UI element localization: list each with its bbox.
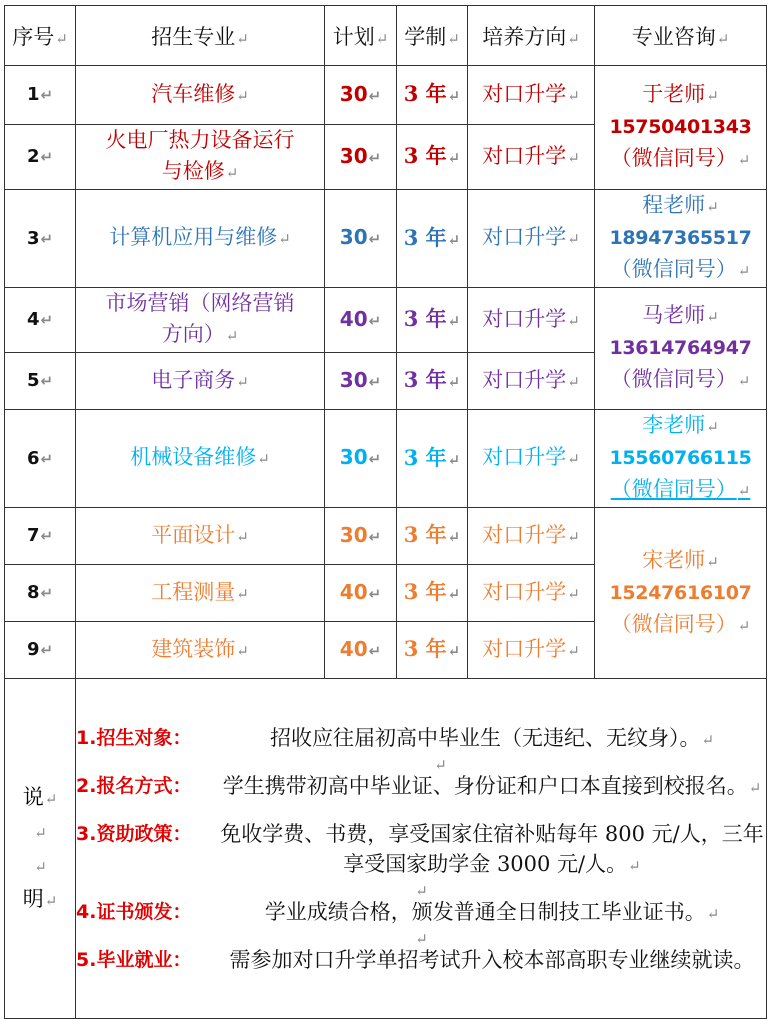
notes-label: 说↵ ↵ ↵ 明↵ [5,679,76,1019]
training-direction: 对口升学↵ [468,508,595,565]
contact-phone: 13614764947 [609,337,752,359]
row-number: 6↵ [5,410,76,508]
study-years: 3 年↵ [397,410,468,508]
training-direction: 对口升学↵ [468,410,595,508]
training-direction: 对口升学↵ [468,565,595,622]
plan-count: 30↵ [325,66,397,125]
major-name: 平面设计↵ [76,508,325,565]
table-row [5,508,767,565]
major-name: 建筑装饰↵ [76,622,325,679]
table-row [5,410,767,508]
training-direction: 对口升学↵ [468,125,595,190]
major-name: 汽车维修↵ [76,66,325,125]
row-number: 9↵ [5,622,76,679]
contact-name: 于老师↵ [642,82,719,106]
contact-name: 李老师↵ [642,413,719,437]
plan-count: 40↵ [325,565,397,622]
row-number: 4↵ [5,288,76,353]
major-name: 工程测量↵ [76,565,325,622]
contact-cell [595,66,767,190]
contact-phone: 18947365517 [609,227,752,249]
study-years: 3 年↵ [397,353,468,410]
note-item: 5.毕业就业： 需参加对口升学单招考试升入校本部高职专业继续就读。 [76,947,755,972]
row-number: 1↵ [5,66,76,125]
contact-wechat: （微信同号）↵ [610,611,751,636]
contact-wechat: （微信同号）↵ [610,257,751,281]
study-years: 3 年↵ [397,66,468,125]
plan-count: 40↵ [325,622,397,679]
header-cell: 学制↵ [397,6,468,66]
header-cell: 序号↵ [5,6,76,66]
training-direction: 对口升学↵ [468,353,595,410]
contact-wechat[interactable]: （微信同号）↵ [610,477,751,501]
study-years: 3 年↵ [397,125,468,190]
row-number: 2↵ [5,125,76,190]
study-years: 3 年↵ [397,622,468,679]
plan-count: 40↵ [325,288,397,353]
contact-name: 程老师↵ [642,193,719,217]
major-name: 机械设备维修↵ [76,410,325,508]
note-item: 2.报名方式： 学生携带初高中毕业证、身份证和户口本直接到校报名。↵ [76,773,762,798]
plan-count: 30↵ [325,190,397,288]
contact-cell [595,410,767,508]
contact-name: 马老师↵ [642,303,719,327]
study-years: 3 年↵ [397,190,468,288]
major-name: 火电厂热力设备运行 与检修↵ [76,125,325,190]
row-number: 3↵ [5,190,76,288]
study-years: 3 年↵ [397,288,468,353]
contact-wechat: （微信同号）↵ [610,367,751,391]
note-item: 3.资助政策： 免收学费、书费，享受国家住宿补贴每年 800 元/人，三年享受国家助学金 3000 元/人。↵ [76,821,764,876]
contact-wechat: （微信同号）↵ [610,146,751,170]
plan-count: 30↵ [325,125,397,190]
notes-row [5,679,767,1019]
plan-count: 30↵ [325,508,397,565]
table-row [5,288,767,353]
table-row [5,66,767,125]
major-name: 市场营销（网络营销 方向）↵ [76,288,325,353]
contact-cell [595,190,767,288]
row-number: 5↵ [5,353,76,410]
note-item: 1.招生对象： 招收应往届初高中毕业生（无违纪、无纹身）。↵ [76,725,715,750]
contact-phone: 15247616107 [609,581,752,604]
major-name: 电子商务↵ [76,353,325,410]
contact-phone: 15560766115 [609,447,752,469]
note-item: 4.证书颁发： 学业成绩合格，颁发普通全日制技工毕业证书。↵ [76,899,720,924]
training-direction: 对口升学↵ [468,190,595,288]
training-direction: 对口升学↵ [468,288,595,353]
plan-count: 30↵ [325,410,397,508]
header-cell: 专业咨询↵ [595,6,767,66]
contact-phone: 15750401343 [609,116,752,138]
header-cell: 招生专业↵ [76,6,325,66]
contact-cell [595,508,767,679]
row-number: 8↵ [5,565,76,622]
study-years: 3 年↵ [397,565,468,622]
study-years: 3 年↵ [397,508,468,565]
training-direction: 对口升学↵ [468,66,595,125]
major-name: 计算机应用与维修↵ [76,190,325,288]
training-direction: 对口升学↵ [468,622,595,679]
contact-cell [595,288,767,410]
contact-name: 宋老师↵ [642,547,719,572]
header-cell: 培养方向↵ [468,6,595,66]
enrollment-table [4,5,767,1019]
row-number: 7↵ [5,508,76,565]
notes-content: 1.招生对象： 招收应往届初高中毕业生（无违纪、无纹身）。↵ ↵ 2.报名方式： 学生携带初高中毕业证、身份证和户口本直接到校报名。↵ 3.资助政策： 免收学费、书费，享受国家住宿补贴每年 800 元/人，三年享受国家助学金 3000 元/人。↵ ↵ 4.证书颁发： 学业成绩合格，颁发普通全日制技工毕业证书。↵ ↵ 5.毕业就业： 需参加对口升学单招考试升入校本部高职专业继续就读。 [76,679,767,1019]
header-cell: 计划↵ [325,6,397,66]
table-row [5,190,767,288]
plan-count: 30↵ [325,353,397,410]
header-row [5,6,767,66]
